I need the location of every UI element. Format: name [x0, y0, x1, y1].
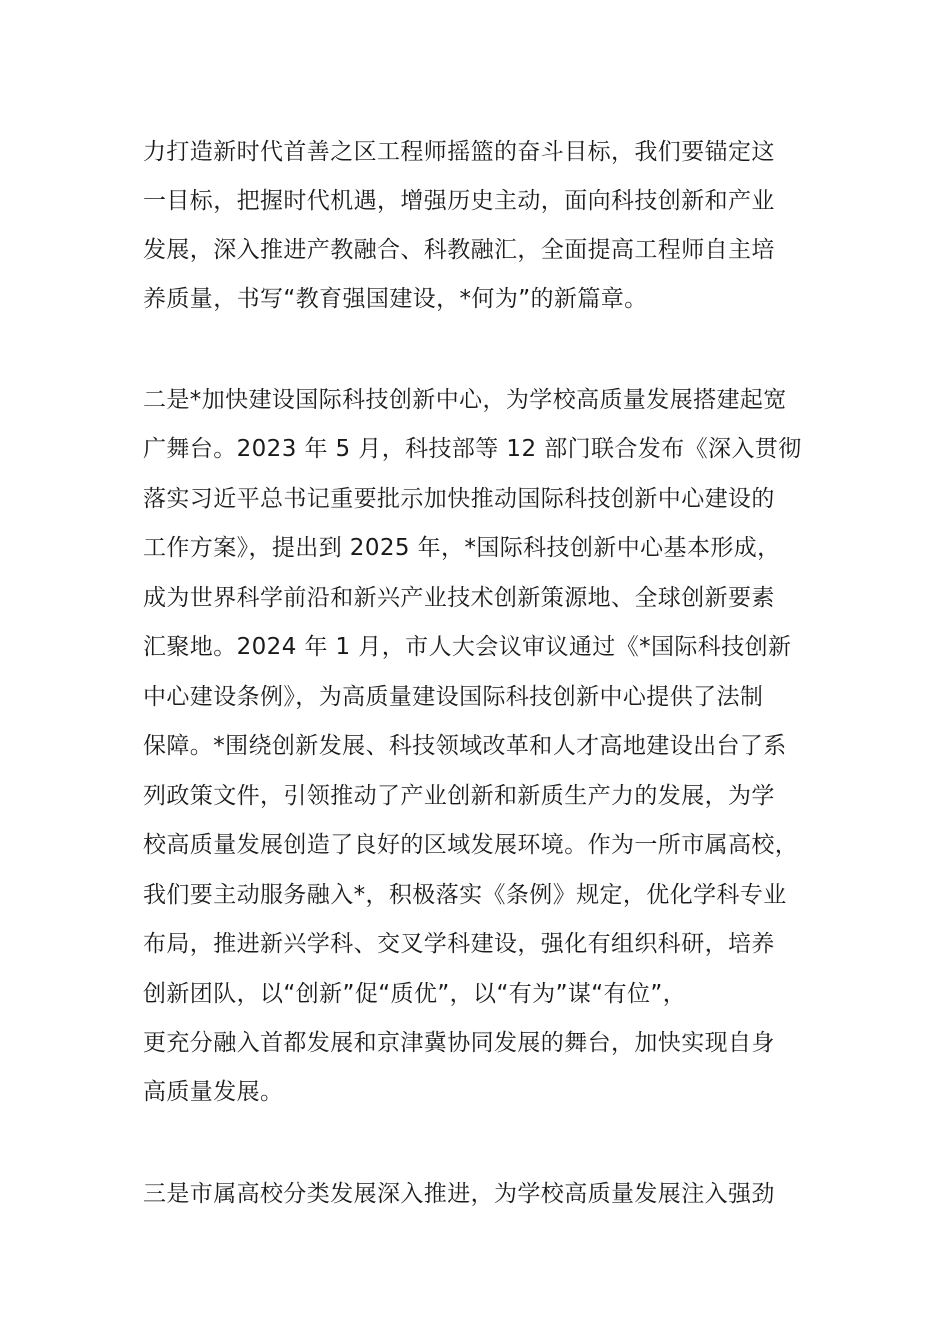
text-line: 保障。*围绕创新发展、科技领域改革和人才高地建设出台了系: [143, 733, 787, 759]
text-line: 创新团队，以“创新”促“质优”，以“有为”谋“有位”，: [143, 981, 687, 1007]
text-line: 中心建设条例》，为高质量建设国际科技创新中心提供了法制: [143, 684, 764, 710]
text-line: 三是市属高校分类发展深入推进，为学校高质量发展注入强劲: [143, 1181, 775, 1207]
text-line: 落实习近平总书记重要批示加快推动国际科技创新中心建设的: [143, 486, 775, 512]
text-line: 工作方案》，提出到 2025 年，*国际科技创新中心基本形成，: [143, 535, 781, 561]
text-line: 校高质量发展创造了良好的区域发展环境。作为一所市属高校，: [143, 832, 799, 858]
text-line: 二是*加快建设国际科技创新中心，为学校高质量发展搭建起宽: [143, 387, 787, 413]
text-line: 发展，深入推进产教融合、科教融汇，全面提高工程师自主培: [143, 237, 775, 263]
text-line: 高质量发展。: [143, 1079, 284, 1105]
text-line: 养质量，书写“教育强国建设，*何为”的新篇章。: [143, 286, 648, 312]
text-line: 更充分融入首都发展和京津冀协同发展的舞台，加快实现自身: [143, 1030, 775, 1056]
text-line: 广舞台。2023 年 5 月，科技部等 12 部门联合发布《深入贯彻: [143, 436, 802, 462]
text-line: 成为世界科学前沿和新兴产业技术创新策源地、全球创新要素: [143, 585, 775, 611]
text-line: 布局，推进新兴学科、交叉学科建设，强化有组织科研，培养: [143, 931, 775, 957]
text-line: 汇聚地。2024 年 1 月，市人大会议审议通过《*国际科技创新: [143, 634, 792, 660]
text-line: 一目标，把握时代机遇，增强历史主动，面向科技创新和产业: [143, 188, 775, 214]
text-line: 我们要主动服务融入*，积极落实《条例》规定，优化学科专业: [143, 882, 787, 908]
text-line: 列政策文件，引领推动了产业创新和新质生产力的发展，为学: [143, 783, 775, 809]
text-line: 力打造新时代首善之区工程师摇篮的奋斗目标，我们要锚定这: [143, 139, 775, 165]
